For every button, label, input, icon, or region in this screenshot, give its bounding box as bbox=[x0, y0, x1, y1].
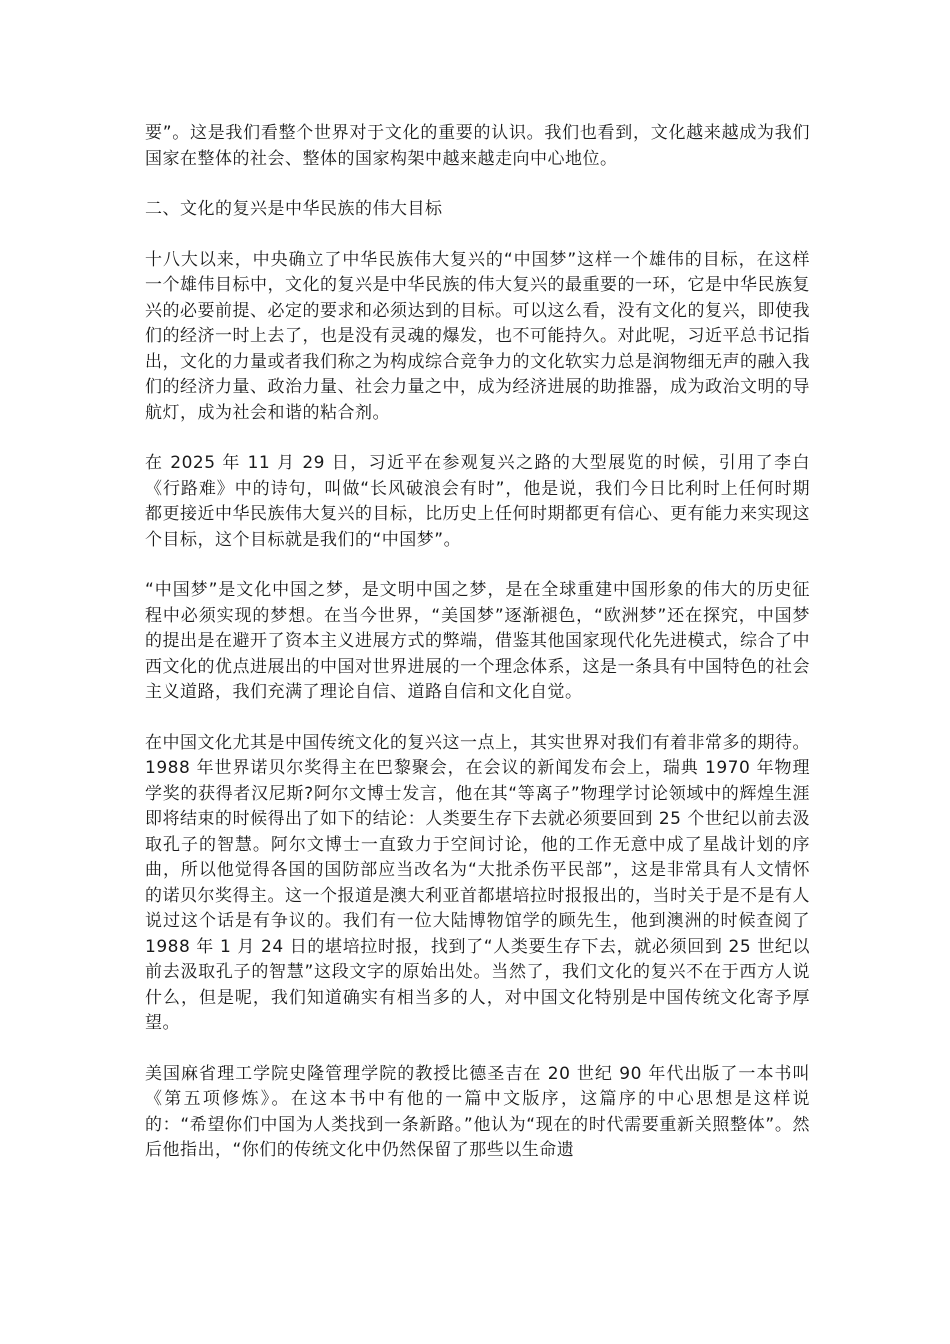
paragraph-chinese-dream-meaning: “中国梦”是文化中国之梦，是文明中国之梦，是在全球重建中国形象的伟大的历史征程中必须实现的梦想。在当今世界，“美国梦”逐渐褪色，“欧洲梦”还在探究，中国梦的提出是在避开了资本主义进展方式的弊端，借鉴其他国家现代化先进模式，综合了中西文化的优点进展出的中国对世界进展的一个理念体系，这是一条具有中国特色的社会主义道路，我们充满了理论自信、道路自信和文化自觉。 bbox=[145, 580, 810, 702]
paragraph-intro-continuation: 要”。这是我们看整个世界对于文化的重要的认识。我们也看到，文化越来越成为我们国家在整体的社会、整体的国家构架中越来越走向中心地位。 bbox=[145, 123, 810, 169]
document-page bbox=[145, 121, 810, 1189]
paragraph-exhibition-visit: 在 2025 年 11 月 29 日，习近平在参观复兴之路的大型展览的时候，引用了李白《行路难》中的诗句，叫做“长风破浪会有时”，他是说，我们今日比利时上任何时期都更接近中华民族伟大复兴的目标，比历史上任何时期都更有信心、更有能力来实现这个目标，这个目标就是我们的“中国梦”。 bbox=[145, 453, 810, 550]
section-heading: 二、文化的复兴是中华民族的伟大目标 bbox=[145, 199, 443, 219]
paragraph-chinese-dream-goal: 十八大以来，中央确立了中华民族伟大复兴的“中国梦”这样一个雄伟的目标，在这样一个雄伟目标中，文化的复兴是中华民族的伟大复兴的最重要的一环，它是中华民族复兴的必要前提、必定的要求和必须达到的目标。可以这么看，没有文化的复兴，即使我们的经济一时上去了，也是没有灵魂的爆发，也不可能持久。对此呢，习近平总书记指出，文化的力量或者我们称之为构成综合竞争力的文化软实力总是润物细无声的融入我们的经济力量、政治力量、社会力量之中，成为经济进展的助推器，成为政治文明的导航灯，成为社会和谐的粘合剂。 bbox=[145, 249, 810, 423]
paragraph-fifth-discipline: 美国麻省理工学院史隆管理学院的教授比德圣吉在 20 世纪 90 年代出版了一本书叫《第五项修炼》。在这本书中有他的一篇中文版序，这篇序的中心思想是这样说的：“希望你们中国为人类找到一条新路。”他认为“现在的时代需要重新关照整体”。然后他指出，“你们的传统文化中仍然保留了那些以生命遗 bbox=[145, 1063, 810, 1160]
paragraph-nobel-laureates: 在中国文化尤其是中国传统文化的复兴这一点上，其实世界对我们有着非常多的期待。1988 年世界诺贝尔奖得主在巴黎聚会，在会议的新闻发布会上，瑞典 1970 年物理学奖的获得者汉尼斯?阿尔文博士发言，他在其“等离子”物理学讨论领域中的辉煌生涯即将结束的时候得出了如下的结论：人类要生存下去就必须要回到 25 个世纪以前去汲取孔子的智慧。阿尔文博士一直致力于空间讨论，他的工作无意中成了星战计划的序曲，所以他觉得各国的国防部应当改名为“大批杀伤平民部”，这是非常具有人文情怀的诺贝尔奖得主。这一个报道是澳大利亚首都堪培拉时报报出的，当时关于是不是有人说过这个话是有争议的。我们有一位大陆博物馆学的顾先生，他到澳洲的时候查阅了 1988 年 1 月 24 日的堪培拉时报，找到了“人类要生存下去，就必须回到 25 世纪以前去汲取孔子的智慧”这段文字的原始出处。当然了，我们文化的复兴不在于西方人说什么，但是呢，我们知道确实有相当多的人，对中国文化特别是中国传统文化寄予厚望。 bbox=[145, 732, 810, 1033]
